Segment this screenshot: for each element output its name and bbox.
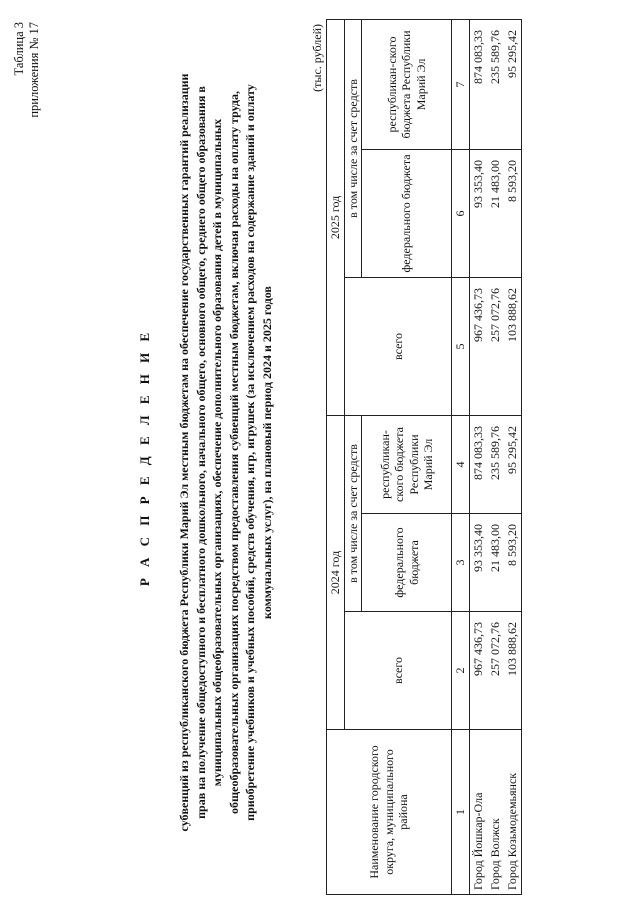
column-number: 1 bbox=[452, 730, 470, 895]
value-cell: 967 436,73 bbox=[469, 612, 487, 730]
header-total-2024: всего bbox=[344, 612, 452, 730]
value-cell: 874 083,33 bbox=[469, 415, 487, 513]
value-cell: 103 888,62 bbox=[504, 612, 522, 730]
column-number: 5 bbox=[452, 277, 470, 415]
municipality-name: Город Волжск bbox=[487, 730, 504, 895]
value-cell: 21 483,00 bbox=[487, 149, 504, 277]
header-incl-2024: в том числе за счет средств bbox=[344, 415, 362, 611]
value-cell: 21 483,00 bbox=[487, 514, 504, 612]
municipality-name: Город Козьмодемьянск bbox=[504, 730, 522, 895]
header-republic-2024: республикан-ского бюджета Республики Марий Эл bbox=[362, 415, 452, 513]
appendix-number: приложения № 17 bbox=[27, 22, 41, 118]
document-subtitle: субвенций из республиканского бюджета Республики Марий Эл местным бюджетам на обеспечение государственных гарантий реализации прав на получение общедоступного и бесплатного дошкольного, начального общего, основного общего, среднего общего образования в муниципальных общеобразовательных организациях, обеспечение дополнительного образования детей в муниципальных общеобразовательных организациях посредством предоставления субвенций местным бюджетам, включая расходы на оплату труда, приобретение учебников и учебных пособий, средств обучения, игр, игрушек (за исключением расходов на содержание зданий и оплату коммунальных услуг), на плановый период 2024 и 2025 годов bbox=[177, 73, 274, 832]
value-cell: 93 353,40 bbox=[469, 514, 487, 612]
distribution-table bbox=[326, 19, 522, 895]
column-number: 3 bbox=[452, 514, 470, 612]
header-incl-2025: в том числе за счет средств bbox=[344, 19, 362, 277]
table-row bbox=[469, 19, 487, 894]
header-row-years bbox=[327, 19, 345, 894]
units-label: (тыс. рублей) bbox=[310, 24, 324, 92]
value-cell: 8 593,20 bbox=[504, 149, 522, 277]
column-number: 7 bbox=[452, 19, 470, 149]
value-cell: 257 072,76 bbox=[487, 612, 504, 730]
column-number: 2 bbox=[452, 612, 470, 730]
header-federal-2024: федерального бюджета bbox=[362, 514, 452, 612]
value-cell: 874 083,33 bbox=[469, 19, 487, 149]
table-row bbox=[487, 19, 504, 894]
value-cell: 93 353,40 bbox=[469, 149, 487, 277]
header-name-cell: Наименование городского округа, муниципального района bbox=[327, 730, 452, 895]
value-cell: 235 589,76 bbox=[487, 415, 504, 513]
value-cell: 8 593,20 bbox=[504, 514, 522, 612]
value-cell: 95 295,42 bbox=[504, 19, 522, 149]
header-year-2024: 2024 год bbox=[327, 415, 345, 729]
value-cell: 235 589,76 bbox=[487, 19, 504, 149]
column-number: 4 bbox=[452, 415, 470, 513]
column-number-row bbox=[452, 19, 470, 894]
value-cell: 257 072,76 bbox=[487, 277, 504, 415]
value-cell: 103 888,62 bbox=[504, 277, 522, 415]
header-total-2025: всего bbox=[344, 277, 452, 415]
value-cell: 967 436,73 bbox=[469, 277, 487, 415]
table-reference bbox=[12, 22, 42, 118]
table-number: Таблица 3 bbox=[12, 22, 26, 76]
value-cell: 95 295,42 bbox=[504, 415, 522, 513]
header-year-2025: 2025 год bbox=[327, 19, 345, 415]
header-federal-2025: федерального бюджета bbox=[362, 149, 452, 277]
column-number: 6 bbox=[452, 149, 470, 277]
table-row bbox=[504, 19, 522, 894]
municipality-name: Город Йошкар-Ола bbox=[469, 730, 487, 895]
rotated-content bbox=[10, 20, 630, 895]
document-heading: Р А С П Р Е Д Е Л Е Н И Е bbox=[137, 328, 152, 587]
header-republic-2025: республикан-ского бюджета Республики Марий Эл bbox=[362, 19, 452, 149]
